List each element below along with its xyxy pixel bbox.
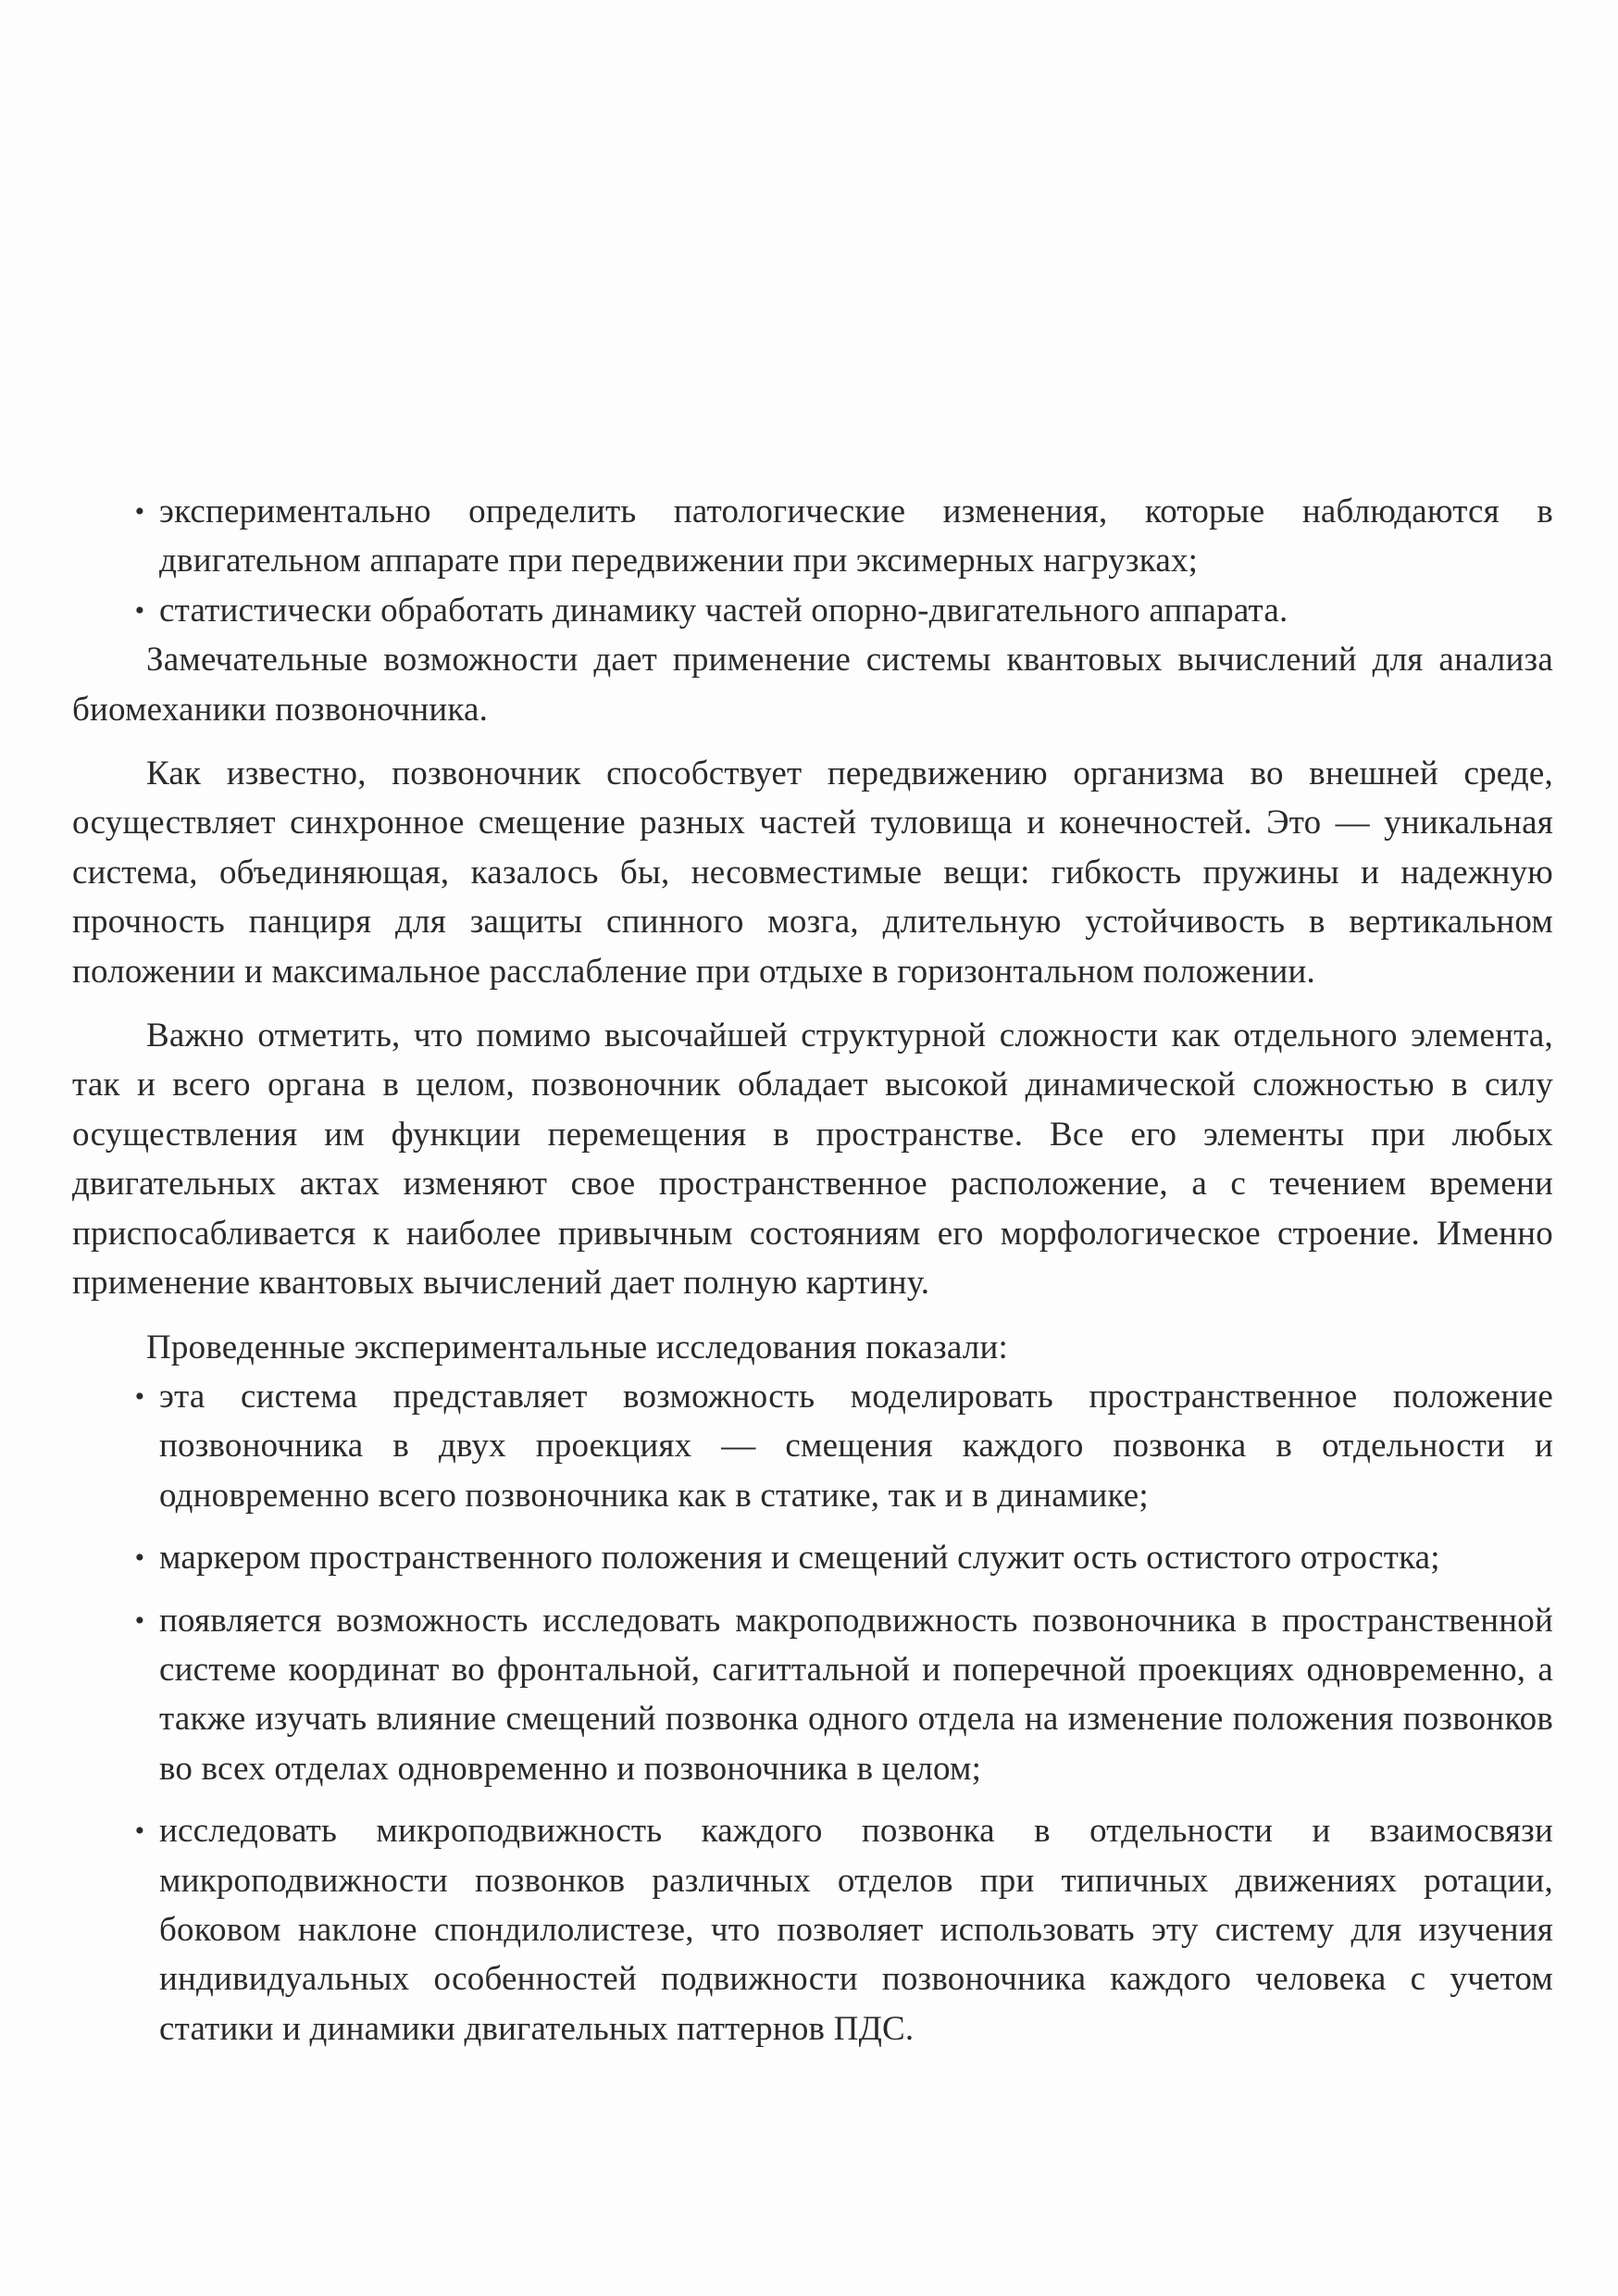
paragraph: Замечательные возможности дает применение системы квантовых вычислений для анализа биомеханики позвоночника. [72, 641, 1553, 729]
paragraph: Как известно, позвоночник способствует передвижению организма во внешней среде, осуществляет синхронное смещение разных частей туловища и конечностей. Это — уникальная система, объединяющая, казалось бы, несовместимые вещи: гибкость пружины и надежную прочность панциря для защиты спинного мозга, длительную устойчивость в вертикальном положении и максимальное расслабление при отдыхе в горизонтальном положении. [72, 755, 1553, 991]
list-item [72, 1806, 1553, 2053]
bullet-icon: • [134, 1380, 145, 1412]
list-item [72, 586, 1553, 635]
list-item [72, 1533, 1553, 1582]
bullet-icon: • [134, 1542, 145, 1574]
list-item-text: маркером пространственного положения и смещений служит ость остистого отростка; [159, 1539, 1440, 1578]
paragraph: Важно отметить, что помимо высочайшей структурной сложности как отдельного элемента, так и всего органа в целом, позвоночник обладает высокой динамической сложностью в силу осуществления им функции перемещения в пространстве. Все его элементы при любых двигательных актах изменяют свое пространственное расположение, а с течением времени приспосабливается к наиболее привычным состояниям его морфологическое строение. Именно применение квантовых вычислений дает полную картину. [72, 1017, 1553, 1303]
list-item-text: экспериментально определить патологические изменения, которые наблюдаются в двигательном аппарате при передвижении при эксимерных нагрузках; [159, 493, 1553, 580]
body-text [72, 487, 1553, 2053]
list-item-text: появляется возможность исследовать макроподвижность позвоночника в пространственной системе координат во фронтальной, сагиттальной и поперечной проекциях одновременно, а также изучать влияние смещений позвонка одного отдела на изменение положения позвонков во всех отделах одновременно и позвоночника в целом; [159, 1601, 1553, 1788]
bullet-icon: • [134, 1816, 145, 1847]
bullet-list-bottom [72, 1372, 1553, 2053]
list-item [72, 1596, 1553, 1794]
list-item [72, 487, 1553, 586]
paragraph: Проведенные экспериментальные исследования показали: [146, 1328, 1008, 1366]
bullet-icon: • [134, 1604, 145, 1636]
list-item [72, 1372, 1553, 1520]
bullet-icon: • [134, 496, 145, 527]
bullet-list-top [72, 487, 1553, 635]
list-item-text: статистически обработать динамику частей опорно-двигательного аппарата. [159, 591, 1288, 630]
list-item-text: эта система представляет возможность моделировать пространственное положение позвоночника в двух проекциях — смещения каждого позвонка в отдельности и одновременно всего позвоночника как в статике, так и в динамике; [159, 1377, 1553, 1515]
list-item-text: исследовать микроподвижность каждого позвонка в отдельности и взаимосвязи микроподвижности позвонков различных отделов при типичных движениях ротации, боковом наклоне спондилолистезе, что позволяет использовать эту систему для изучения индивидуальных особенностей подвижности позвоночника каждого человека с учетом статики и динамики двигательных паттернов ПДС. [159, 1812, 1553, 2048]
bullet-icon: • [134, 594, 145, 626]
